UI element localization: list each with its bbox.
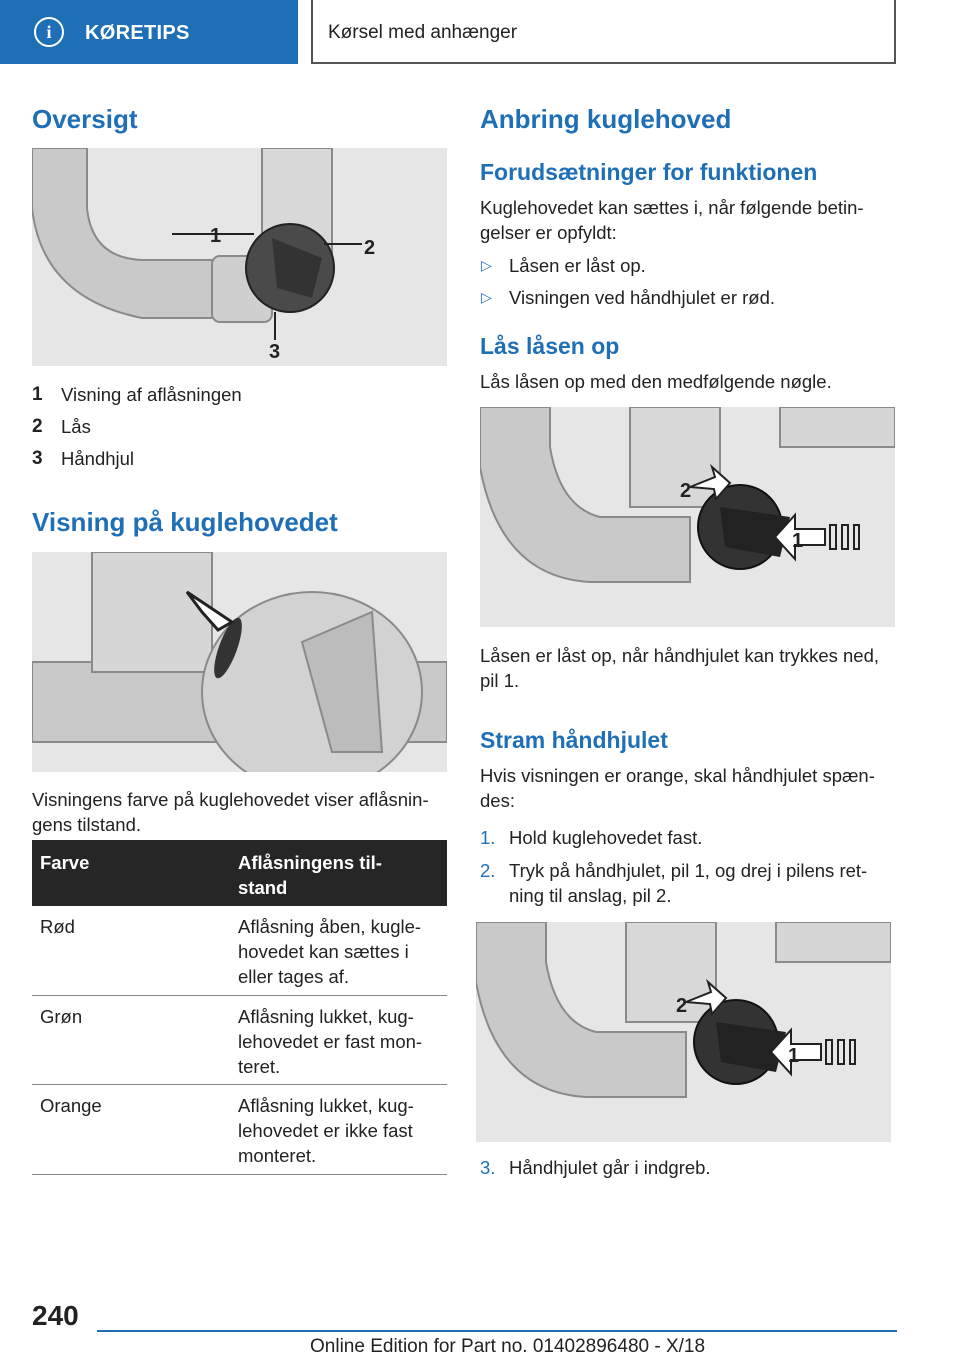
figure-label-1: 1: [210, 225, 222, 247]
table-cell-color: Grøn: [40, 1006, 83, 1027]
table-row: [32, 1085, 447, 1175]
color-table: [32, 840, 447, 1175]
table-row: [32, 996, 447, 1085]
unlock-caption-line1: Låsen er låst op, når håndhjulet kan trykkes ned,: [480, 645, 880, 666]
table-cell-color: Rød: [40, 916, 75, 937]
heading-unlock: Lås låsen op: [480, 333, 620, 359]
legend-text-2: Lås: [61, 416, 91, 437]
bullet-icon: ▷: [481, 290, 492, 306]
legend-text-1: Visning af aflåsningen: [61, 384, 242, 405]
legend-num-2: 2: [32, 416, 43, 437]
footer-divider: [97, 1330, 897, 1332]
unlock-figure-label-1: 1: [792, 530, 804, 552]
table-header-status-line2: stand: [238, 877, 288, 898]
edition-text: Online Edition for Part no. 01402896480 - X/18: [310, 1336, 706, 1357]
table-cell-status: [238, 996, 447, 1084]
table-cell-line: eller tages af.: [238, 966, 350, 987]
section-tab[interactable]: [0, 0, 298, 64]
tighten-para-line1: Hvis visningen er orange, skal håndhjulet spæn-: [480, 765, 875, 786]
step-text: Håndhjulet går i indgreb.: [509, 1157, 711, 1178]
page-title: Kørsel med anhænger: [328, 22, 518, 43]
table-header-status-line1: Aflåsningens til-: [238, 852, 382, 873]
legend-text-3: Håndhjul: [61, 448, 135, 469]
heading-display: Visning på kuglehovedet: [32, 507, 338, 537]
info-icon: i: [34, 17, 64, 47]
heading-mount: Anbring kuglehoved: [480, 104, 732, 134]
bullet-item: Låsen er låst op.: [509, 255, 646, 276]
display-para-line2: gens tilstand.: [32, 814, 142, 835]
table-cell-line: Aflåsning åben, kugle-: [238, 916, 422, 937]
unlock-figure-label-2: 2: [680, 480, 692, 502]
heading-prerequisites: Forudsætninger for funktionen: [480, 159, 818, 185]
step-text: Tryk på håndhjulet, pil 1, og drej i pilens ret-: [509, 860, 868, 881]
table-cell-line: lehovedet er fast mon-: [238, 1031, 423, 1052]
display-figure: [32, 552, 447, 772]
table-cell-status: [238, 906, 447, 995]
table-row: [32, 906, 447, 996]
step-number: 2.: [480, 860, 496, 881]
table-header-status: [238, 840, 447, 906]
overview-figure: [32, 148, 447, 366]
step-number: 3.: [480, 1157, 496, 1178]
table-cell-line: Aflåsning lukket, kug-: [238, 1006, 414, 1027]
tighten-figure-label-2: 2: [676, 995, 688, 1017]
step-text: ning til anslag, pil 2.: [509, 885, 672, 906]
table-cell-color: Orange: [40, 1095, 102, 1116]
display-para-line1: Visningens farve på kuglehovedet viser aflåsnin-: [32, 789, 429, 810]
heading-tighten: Stram håndhjulet: [480, 727, 668, 753]
heading-overview: Oversigt: [32, 104, 138, 134]
legend-num-3: 3: [32, 448, 43, 469]
prereq-para-line2: gelser er opfyldt:: [480, 222, 617, 243]
table-cell-line: monteret.: [238, 1145, 317, 1166]
tighten-para-line2: des:: [480, 790, 515, 811]
page-number: 240: [32, 1300, 79, 1331]
table-header-color: Farve: [40, 852, 90, 873]
unlock-figure: [480, 407, 895, 627]
step-number: 1.: [480, 827, 496, 848]
figure-label-3: 3: [269, 341, 281, 363]
table-cell-line: Aflåsning lukket, kug-: [238, 1095, 414, 1116]
unlock-para: Lås låsen op med den medfølgende nøgle.: [480, 371, 832, 392]
step-text: Hold kuglehovedet fast.: [509, 827, 703, 848]
page-header: [311, 0, 896, 64]
table-cell-line: hovedet kan sættes i: [238, 941, 409, 962]
legend-num-1: 1: [32, 384, 43, 405]
table-cell-line: teret.: [238, 1056, 281, 1077]
bullet-item: Visningen ved håndhjulet er rød.: [509, 287, 776, 308]
table-header: [32, 840, 447, 906]
bullet-icon: ▷: [481, 258, 492, 274]
prereq-para-line1: Kuglehovedet kan sættes i, når følgende betin-: [480, 197, 864, 218]
tighten-figure: [476, 922, 891, 1142]
unlock-caption-line2: pil 1.: [480, 670, 520, 691]
table-cell-status: [238, 1085, 447, 1174]
table-cell-line: lehovedet er ikke fast: [238, 1120, 413, 1141]
section-tab-label: KØRETIPS: [85, 22, 190, 44]
tighten-figure-label-1: 1: [788, 1045, 800, 1067]
figure-label-2: 2: [364, 237, 376, 259]
